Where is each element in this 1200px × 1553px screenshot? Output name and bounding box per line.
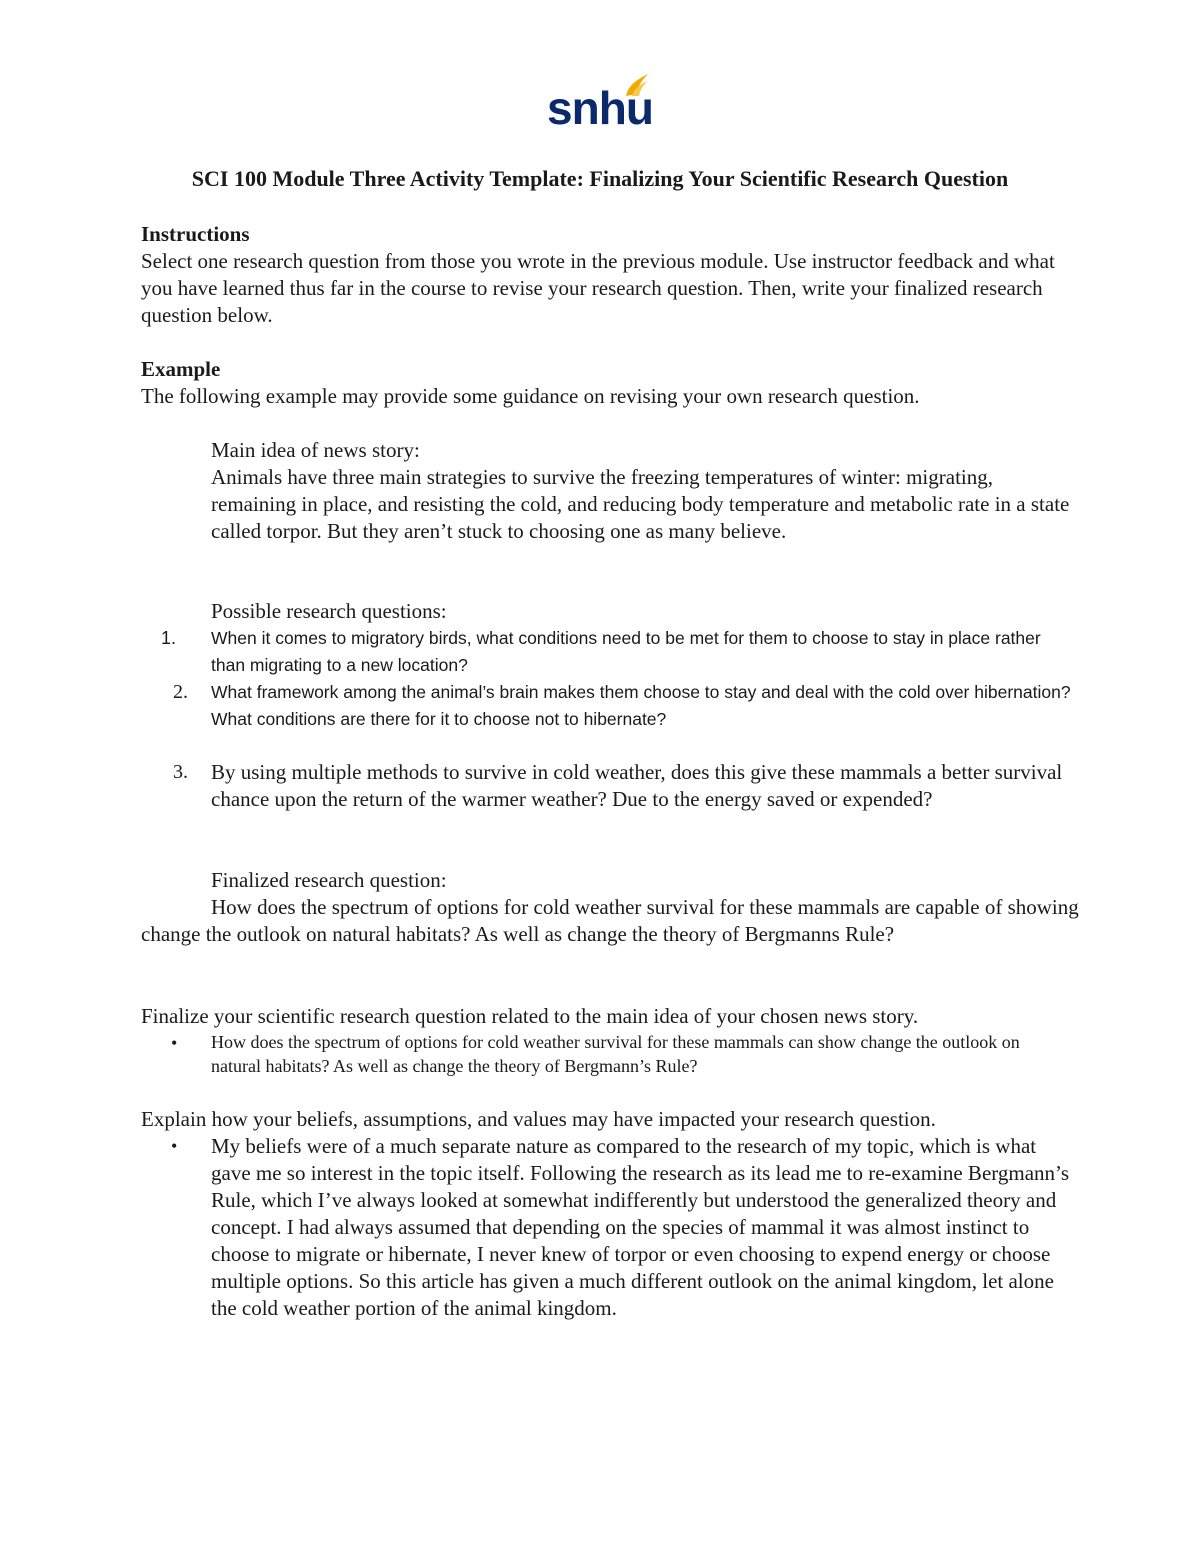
beliefs-answer: My beliefs were of a much separate nature as compared to the research of my topic, which is what gave me so interest in the topic itself. Following the research as its lead me to re-examine Bergmann’s Rule, which I’ve always looked at somewhat indifferently but understood the generalized theory and concept. I had always assumed that depending on the species of mammal it was almost instinct to choose to migrate or hibernate, I never knew of torpor or even choosing to expend energy or choose multiple options. So this article has given a much different outlook on the animal kingdom, let alone the cold weather portion of the animal kingdom.	[211, 1134, 1070, 1320]
list-number: 1.	[161, 628, 177, 648]
possible-questions-label: Possible research questions:	[211, 599, 447, 623]
instructions-body: Select one research question from those you wrote in the previous module. Use instructor feedback and what you have learned thus far in the course to revise your research question. Then, write your finalized research question below.	[141, 249, 1055, 327]
research-question-text: What framework among the animal’s brain makes them choose to stay and deal with the cold over hibernation? What conditions are there for it to choose not to hibernate?	[211, 682, 1071, 729]
finalized-label: Finalized research question:	[211, 868, 447, 892]
possible-questions-label-wrap	[211, 598, 1071, 625]
list-number: 3.	[173, 761, 188, 783]
finalize-answer: How does the spectrum of options for cold weather survival for these mammals can show change the outlook on natural habitats? As well as change the theory of Bergmann’s Rule?	[211, 1032, 1020, 1076]
research-question-text: By using multiple methods to survive in cold weather, does this give these mammals a better survival chance upon the return of the warmer weather? Due to the energy saved or expended?	[211, 760, 1063, 811]
instructions-heading: Instructions	[141, 222, 250, 246]
example-heading: Example	[141, 357, 221, 381]
finalized-example-text: How does the spectrum of options for cold weather survival for these mammals are capable of showing change the outlook on natural habitats? As well as change the theory of Bergmanns Rule?	[141, 895, 1079, 946]
finalized-label-wrap	[211, 867, 1071, 894]
document-title: SCI 100 Module Three Activity Template: Finalizing Your Scientific Research Question	[191, 166, 1009, 191]
main-idea-section	[211, 437, 1071, 545]
list-number: 2.	[173, 681, 188, 703]
beliefs-prompt-wrap	[141, 1106, 1081, 1133]
bullet: •	[171, 1136, 178, 1156]
beliefs-prompt: Explain how your beliefs, assumptions, and values may have impacted your research question.	[141, 1107, 936, 1131]
example-body: The following example may provide some guidance on revising your own research question.	[141, 384, 920, 408]
finalize-prompt-wrap	[141, 1003, 1081, 1030]
finalize-prompt: Finalize your scientific research question related to the main idea of your chosen news story.	[141, 1004, 919, 1028]
example-section	[141, 356, 1081, 410]
main-idea-label: Main idea of news story:	[211, 438, 420, 462]
instructions-section	[141, 221, 1081, 329]
bullet: •	[171, 1033, 178, 1053]
research-question-text: When it comes to migratory birds, what conditions need to be met for them to choose to stay in place rather than migrating to a new location?	[211, 628, 1041, 675]
main-idea-text: Animals have three main strategies to survive the freezing temperatures of winter: migrating, remaining in place, and resisting the cold, and reducing body temperature and metabolic rate in a state called torpor. But they aren’t stuck to choosing one as many believe.	[211, 465, 1070, 543]
snhu-logo	[540, 72, 660, 136]
logo-wordmark: snhu	[547, 82, 653, 134]
finalized-example	[141, 894, 1081, 948]
